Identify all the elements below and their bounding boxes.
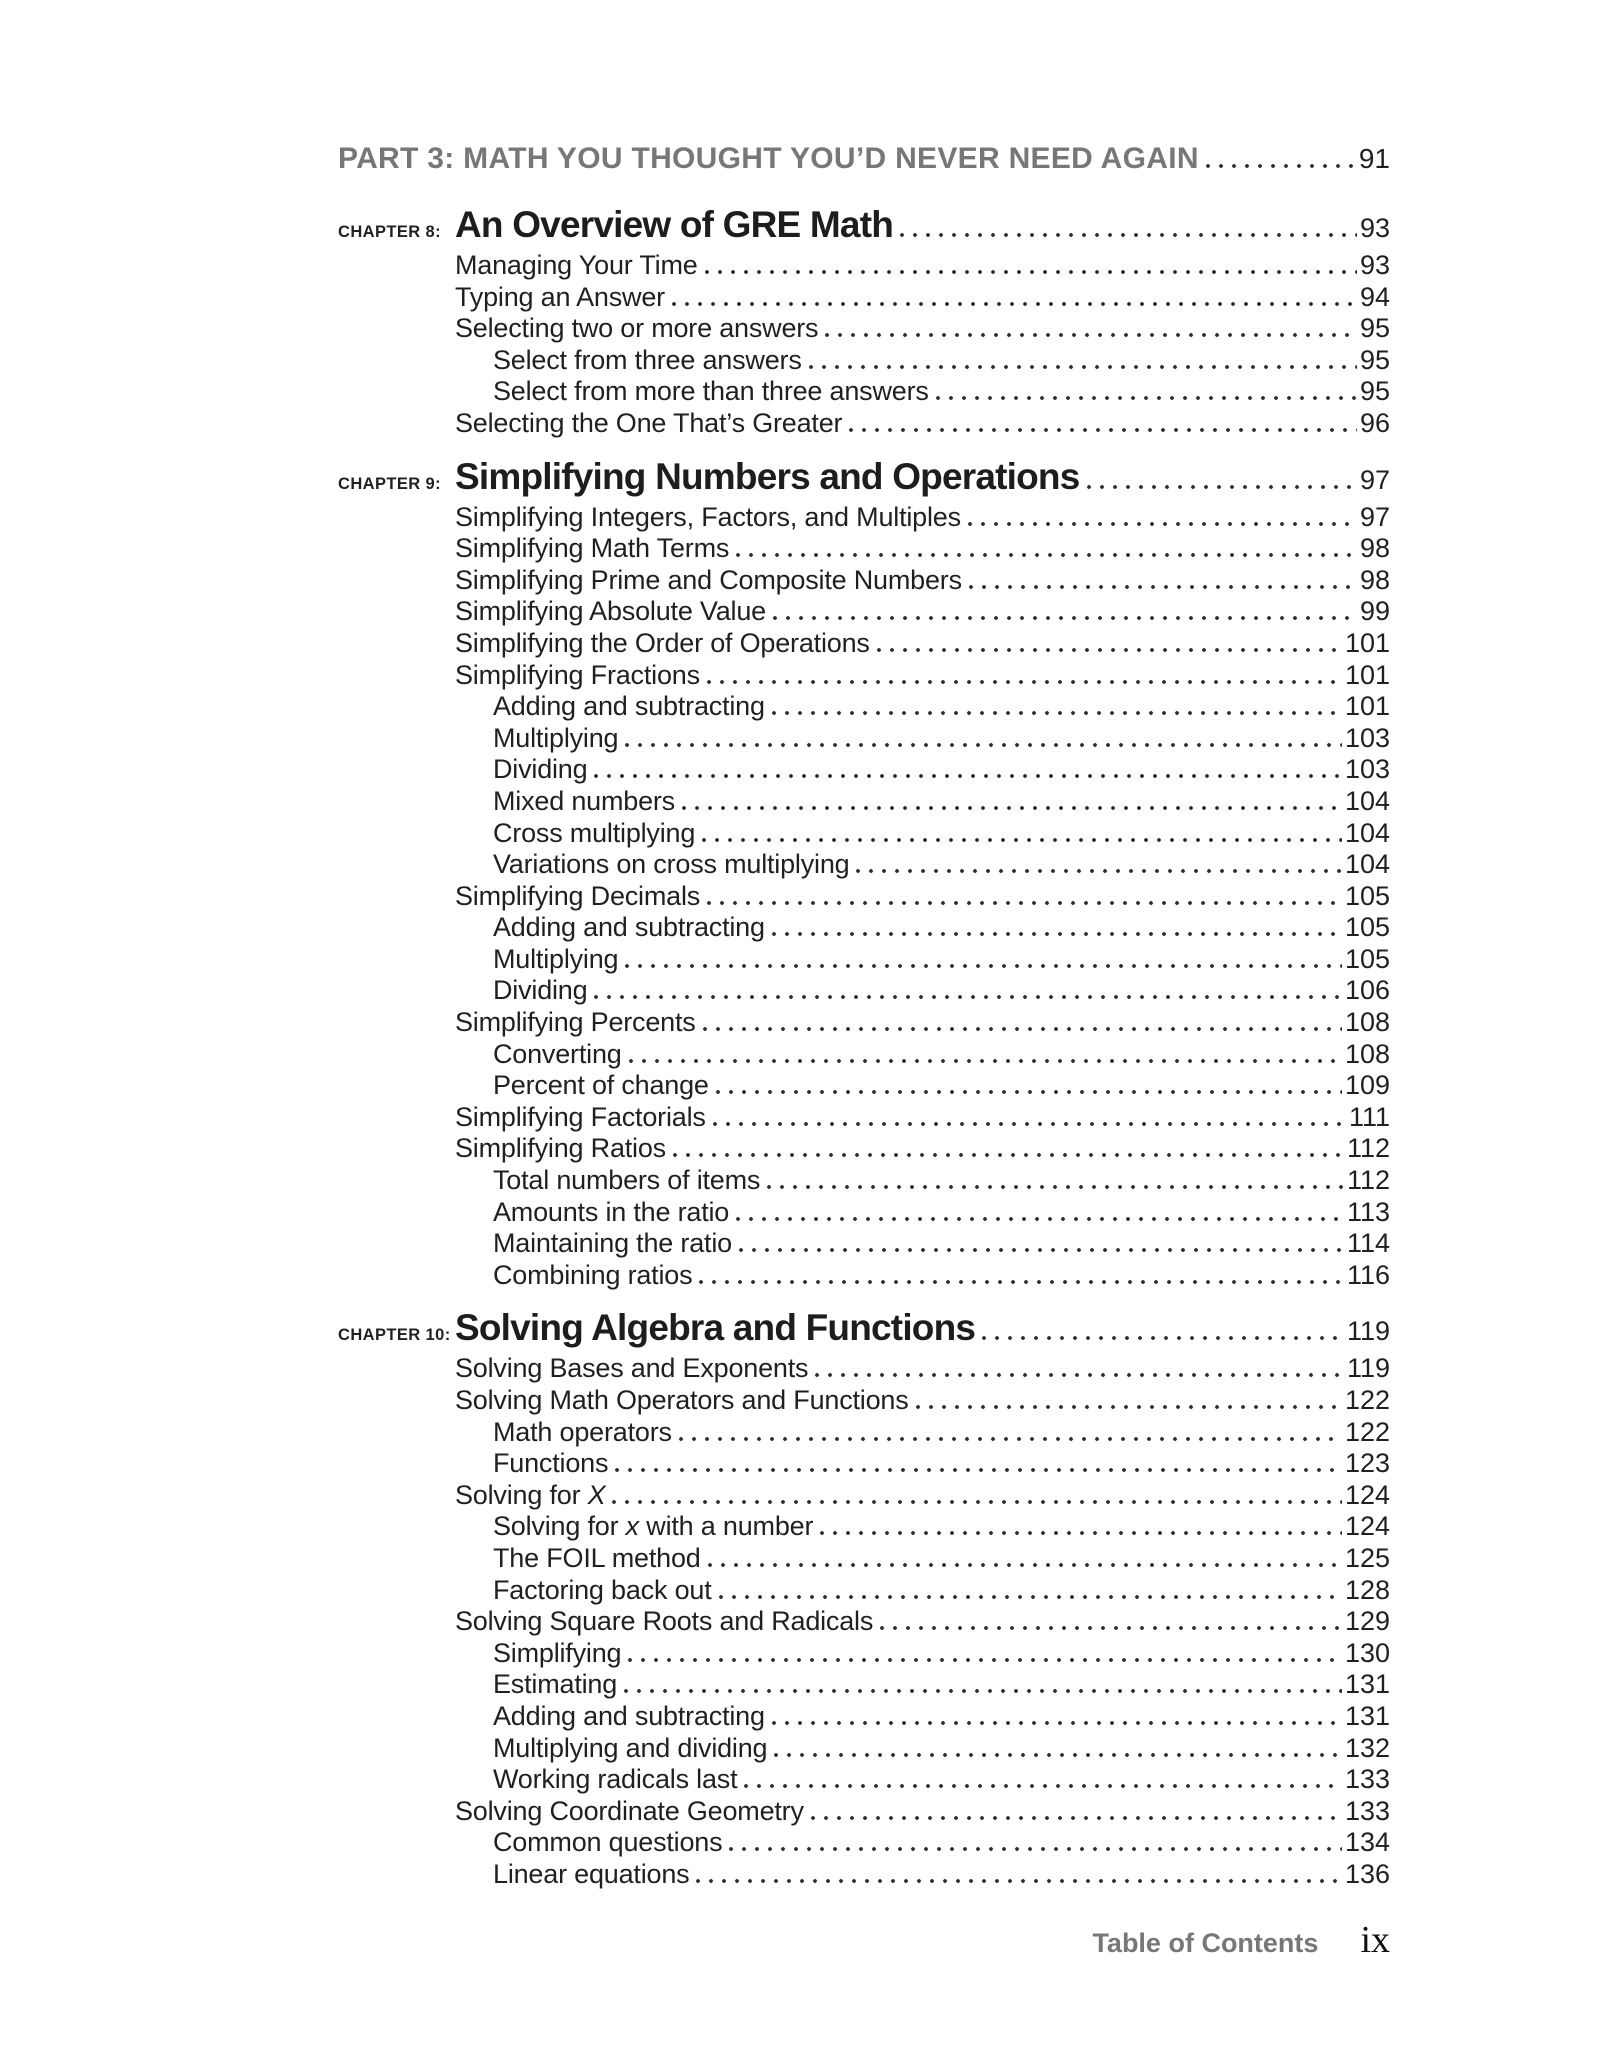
dot-leader	[916, 1405, 1342, 1409]
dot-leader	[968, 522, 1357, 526]
dot-leader	[703, 1027, 1342, 1031]
entry-label: Multiplying	[493, 943, 619, 974]
entry-label: Simplifying Decimals	[455, 880, 701, 911]
chapter-entries	[338, 250, 1390, 440]
entry-page-number: 134	[1344, 1827, 1390, 1858]
dot-leader	[699, 1280, 1344, 1284]
dot-leader	[729, 1847, 1342, 1851]
entry-page-number: 105	[1344, 880, 1390, 911]
dot-leader	[809, 365, 1357, 369]
toc-entry-row	[493, 723, 1390, 755]
entry-page-number: 124	[1344, 1479, 1390, 1510]
entry-page-number: 95	[1359, 313, 1390, 344]
entry-page-number: 93	[1359, 250, 1390, 280]
dot-leader	[682, 806, 1342, 810]
entry-page-number: 95	[1359, 344, 1390, 375]
dot-leader	[594, 774, 1341, 778]
entry-label: Cross multiplying	[493, 817, 696, 848]
dot-leader	[744, 1784, 1342, 1788]
chapter-entries	[338, 502, 1390, 1292]
entry-label: Simplifying Fractions	[455, 659, 700, 690]
entry-label: Dividing	[493, 975, 588, 1006]
toc-entry-row	[493, 1070, 1390, 1102]
entry-page-number: 133	[1344, 1795, 1390, 1826]
dot-leader	[900, 233, 1357, 237]
dot-leader	[615, 1468, 1342, 1472]
dot-leader	[702, 838, 1342, 842]
toc-entry-row	[455, 881, 1390, 913]
dot-leader	[877, 648, 1342, 652]
toc-entry-row	[493, 345, 1390, 377]
toc-entry-row	[493, 691, 1390, 723]
entry-label: Working radicals last	[493, 1764, 738, 1795]
entry-label: Simplifying Factorials	[455, 1101, 706, 1132]
entry-label: Estimating	[493, 1669, 618, 1700]
entry-page-number: 105	[1344, 912, 1390, 943]
entry-page-number: 122	[1344, 1385, 1390, 1415]
toc-entry-row	[493, 1417, 1390, 1449]
toc-entry-row	[493, 754, 1390, 786]
chapter-label: CHAPTER 8:	[338, 223, 442, 241]
entry-page-number: 104	[1344, 785, 1390, 816]
entry-page-number: 131	[1344, 1669, 1390, 1700]
entry-label: Adding and subtracting	[493, 912, 765, 943]
entry-label: Percent of change	[493, 1070, 709, 1101]
toc-entry-row	[493, 944, 1390, 976]
chapter-page-number: 97	[1359, 464, 1390, 495]
chapter-entries	[338, 1353, 1390, 1890]
entry-page-number: 124	[1344, 1511, 1390, 1542]
dot-leader	[811, 1816, 1342, 1820]
dot-leader	[625, 964, 1342, 968]
toc-entry-row	[493, 1039, 1390, 1071]
entry-label: Solving Bases and Exponents	[455, 1353, 809, 1384]
toc-entry-row	[455, 1385, 1390, 1417]
toc-entry-row	[493, 1448, 1390, 1480]
entry-label: Functions	[493, 1448, 609, 1479]
dot-leader	[772, 932, 1342, 936]
dot-leader	[815, 1373, 1344, 1377]
entry-label: Select from more than three answers	[493, 376, 929, 407]
dot-leader	[739, 1248, 1344, 1252]
entry-label: Typing an Answer	[455, 281, 665, 312]
toc-entry-row	[493, 1511, 1390, 1543]
toc-entry-row	[493, 1701, 1390, 1733]
entry-page-number: 104	[1344, 849, 1390, 880]
entry-page-number: 101	[1344, 691, 1390, 722]
chapter-title: Simplifying Numbers and Operations	[455, 455, 1080, 497]
entry-page-number: 133	[1344, 1764, 1390, 1795]
toc-entry-row	[493, 975, 1390, 1007]
dot-leader	[856, 869, 1341, 873]
dot-leader	[774, 1753, 1342, 1757]
dot-leader	[713, 1122, 1346, 1126]
toc-entry-row	[493, 912, 1390, 944]
toc-entry-row	[493, 786, 1390, 818]
entry-page-number: 136	[1344, 1858, 1390, 1889]
toc-entry-row	[455, 660, 1390, 692]
footer-page-number: ix	[1360, 1919, 1390, 1961]
entry-page-number: 119	[1346, 1353, 1390, 1384]
chapter-page-number: 93	[1359, 213, 1390, 243]
entry-page-number: 130	[1344, 1637, 1390, 1668]
entry-label: Amounts in the ratio	[493, 1196, 730, 1227]
dot-leader	[880, 1626, 1342, 1630]
entry-label: Adding and subtracting	[493, 691, 765, 722]
dot-leader	[679, 1437, 1342, 1441]
entry-label: Total numbers of items	[493, 1165, 761, 1196]
dot-leader	[767, 1185, 1344, 1189]
toc-entry-row	[493, 1638, 1390, 1670]
entry-page-number: 98	[1359, 564, 1390, 595]
dot-leader	[849, 428, 1357, 432]
entry-label: Solving Coordinate Geometry	[455, 1795, 804, 1826]
entry-label: Common questions	[493, 1827, 723, 1858]
dot-leader	[820, 1531, 1342, 1535]
footer-section-label: Table of Contents	[1092, 1928, 1319, 1958]
entry-label: Dividing	[493, 754, 588, 785]
toc-entry-row	[493, 1764, 1390, 1796]
toc-entry-row	[455, 313, 1390, 345]
entry-page-number: 112	[1346, 1133, 1390, 1164]
entry-page-number: 106	[1344, 975, 1390, 1006]
entry-label: Simplifying the Order of Operations	[455, 627, 870, 658]
entry-page-number: 101	[1344, 627, 1390, 658]
page-footer	[1092, 1918, 1390, 1962]
part-heading-row	[338, 142, 1390, 188]
chapter-section	[338, 204, 1390, 440]
dot-leader	[628, 1658, 1342, 1662]
toc-entry-row	[493, 1733, 1390, 1765]
entry-label: Combining ratios	[493, 1259, 693, 1290]
chapter-heading-row	[338, 1307, 1390, 1353]
entry-label: Simplifying	[493, 1637, 622, 1668]
entry-label: Select from three answers	[493, 344, 802, 375]
entry-page-number: 122	[1344, 1416, 1390, 1447]
part-page-number: 91	[1358, 143, 1390, 174]
entry-label: Solving for X	[455, 1479, 606, 1510]
toc-entry-row	[455, 1480, 1390, 1512]
dot-leader	[707, 901, 1342, 905]
toc-entry-row	[455, 1102, 1390, 1134]
toc-entry-row	[493, 1669, 1390, 1701]
entry-page-number: 114	[1346, 1228, 1390, 1259]
entry-label: Maintaining the ratio	[493, 1228, 732, 1259]
part-title: PART 3: MATH YOU THOUGHT YOU’D NEVER NEED AGAIN	[338, 142, 1199, 175]
dot-leader	[825, 333, 1357, 337]
entry-page-number: 131	[1344, 1700, 1390, 1731]
dot-leader	[936, 396, 1357, 400]
entry-label: Selecting two or more answers	[455, 313, 819, 344]
entry-label: Simplifying Integers, Factors, and Multiples	[455, 501, 961, 532]
toc-entry-row	[493, 1228, 1390, 1260]
chapter-section	[338, 456, 1390, 1292]
entry-label: Math operators	[493, 1416, 672, 1447]
entry-label: Solving Square Roots and Radicals	[455, 1606, 874, 1637]
entry-label: Linear equations	[493, 1858, 690, 1889]
entry-page-number: 97	[1359, 501, 1390, 532]
entry-label: Multiplying and dividing	[493, 1732, 768, 1763]
dot-leader	[969, 585, 1357, 589]
dot-leader	[696, 1879, 1341, 1883]
entry-page-number: 105	[1344, 943, 1390, 974]
entry-page-number: 123	[1344, 1448, 1390, 1479]
entry-page-number: 128	[1344, 1574, 1390, 1605]
toc-sections	[338, 204, 1390, 1891]
dot-leader	[982, 1336, 1344, 1340]
entry-page-number: 94	[1359, 281, 1390, 312]
entry-page-number: 125	[1344, 1542, 1390, 1573]
chapter-page-number: 119	[1346, 1316, 1390, 1347]
dot-leader	[736, 553, 1357, 557]
entry-page-number: 108	[1344, 1007, 1390, 1038]
chapter-section	[338, 1307, 1390, 1890]
dot-leader	[624, 1689, 1342, 1693]
entry-label: The FOIL method	[493, 1542, 701, 1573]
toc-entry-row	[455, 1606, 1390, 1638]
toc-entry-row	[455, 596, 1390, 628]
entry-page-number: 98	[1359, 533, 1390, 564]
dot-leader	[773, 616, 1357, 620]
dot-leader	[672, 302, 1357, 306]
chapter-heading-row	[338, 204, 1390, 250]
dot-leader	[772, 1721, 1342, 1725]
entry-page-number: 112	[1346, 1165, 1390, 1196]
chapter-label: CHAPTER 10:	[338, 1326, 451, 1345]
entry-label: Factoring back out	[493, 1574, 712, 1605]
toc-entry-row	[455, 502, 1390, 534]
entry-page-number: 113	[1346, 1196, 1390, 1227]
entry-label: Simplifying Ratios	[455, 1133, 666, 1164]
entry-page-number: 101	[1344, 659, 1390, 690]
toc-column	[338, 142, 1390, 1891]
toc-entry-row	[493, 1543, 1390, 1575]
entry-label: Managing Your Time	[455, 250, 698, 280]
dot-leader	[705, 270, 1357, 274]
entry-page-number: 109	[1344, 1070, 1390, 1101]
entry-label: Adding and subtracting	[493, 1700, 765, 1731]
dot-leader	[708, 1563, 1342, 1567]
chapter-title: Solving Algebra and Functions	[455, 1307, 976, 1349]
chapter-heading-row	[338, 456, 1390, 502]
dot-leader	[594, 995, 1341, 999]
dot-leader	[1087, 485, 1357, 489]
toc-entry-row	[455, 1007, 1390, 1039]
entry-label: Simplifying Math Terms	[455, 533, 730, 564]
dot-leader	[707, 680, 1342, 684]
toc-entry-row	[455, 408, 1390, 440]
entry-label: Selecting the One That’s Greater	[455, 407, 843, 438]
dot-leader	[719, 1595, 1342, 1599]
toc-entry-row	[455, 282, 1390, 314]
toc-entry-row	[455, 1353, 1390, 1385]
entry-page-number: 99	[1359, 596, 1390, 627]
entry-label: Solving for x with a number	[493, 1511, 814, 1542]
entry-page-number: 111	[1348, 1101, 1390, 1132]
toc-entry-row	[493, 818, 1390, 850]
entry-label: Simplifying Percents	[455, 1007, 696, 1038]
entry-page-number: 95	[1359, 376, 1390, 407]
dot-leader	[772, 711, 1342, 715]
entry-page-number: 104	[1344, 817, 1390, 848]
dot-leader	[612, 1500, 1341, 1504]
dot-leader	[1206, 164, 1356, 168]
toc-entry-row	[493, 1575, 1390, 1607]
toc-entry-row	[493, 1260, 1390, 1292]
dot-leader	[629, 1059, 1342, 1063]
entry-page-number: 96	[1359, 407, 1390, 438]
chapter-label: CHAPTER 9:	[338, 474, 442, 493]
entry-page-number: 108	[1344, 1038, 1390, 1069]
toc-entry-row	[493, 376, 1390, 408]
toc-entry-row	[493, 1859, 1390, 1891]
entry-page-number: 103	[1344, 722, 1390, 753]
entry-label: Simplifying Absolute Value	[455, 596, 766, 627]
toc-entry-row	[455, 1796, 1390, 1828]
toc-entry-row	[493, 1197, 1390, 1229]
dot-leader	[736, 1217, 1344, 1221]
dot-leader	[673, 1153, 1344, 1157]
toc-entry-row	[493, 849, 1390, 881]
entry-label: Converting	[493, 1038, 622, 1069]
chapter-title: An Overview of GRE Math	[455, 204, 894, 245]
entry-page-number: 132	[1344, 1732, 1390, 1763]
toc-entry-row	[455, 565, 1390, 597]
entry-label: Variations on cross multiplying	[493, 849, 850, 880]
entry-page-number: 116	[1346, 1259, 1390, 1290]
toc-entry-row	[455, 628, 1390, 660]
toc-entry-row	[455, 1133, 1390, 1165]
dot-leader	[716, 1090, 1342, 1094]
toc-entry-row	[455, 250, 1390, 282]
entry-label: Solving Math Operators and Functions	[455, 1385, 909, 1415]
toc-entry-row	[455, 533, 1390, 565]
entry-label: Simplifying Prime and Composite Numbers	[455, 564, 962, 595]
entry-label: Multiplying	[493, 722, 619, 753]
toc-entry-row	[493, 1165, 1390, 1197]
toc-entry-row	[493, 1827, 1390, 1859]
entry-label: Mixed numbers	[493, 785, 675, 816]
entry-page-number: 129	[1344, 1606, 1390, 1637]
dot-leader	[625, 743, 1342, 747]
entry-page-number: 103	[1344, 754, 1390, 785]
